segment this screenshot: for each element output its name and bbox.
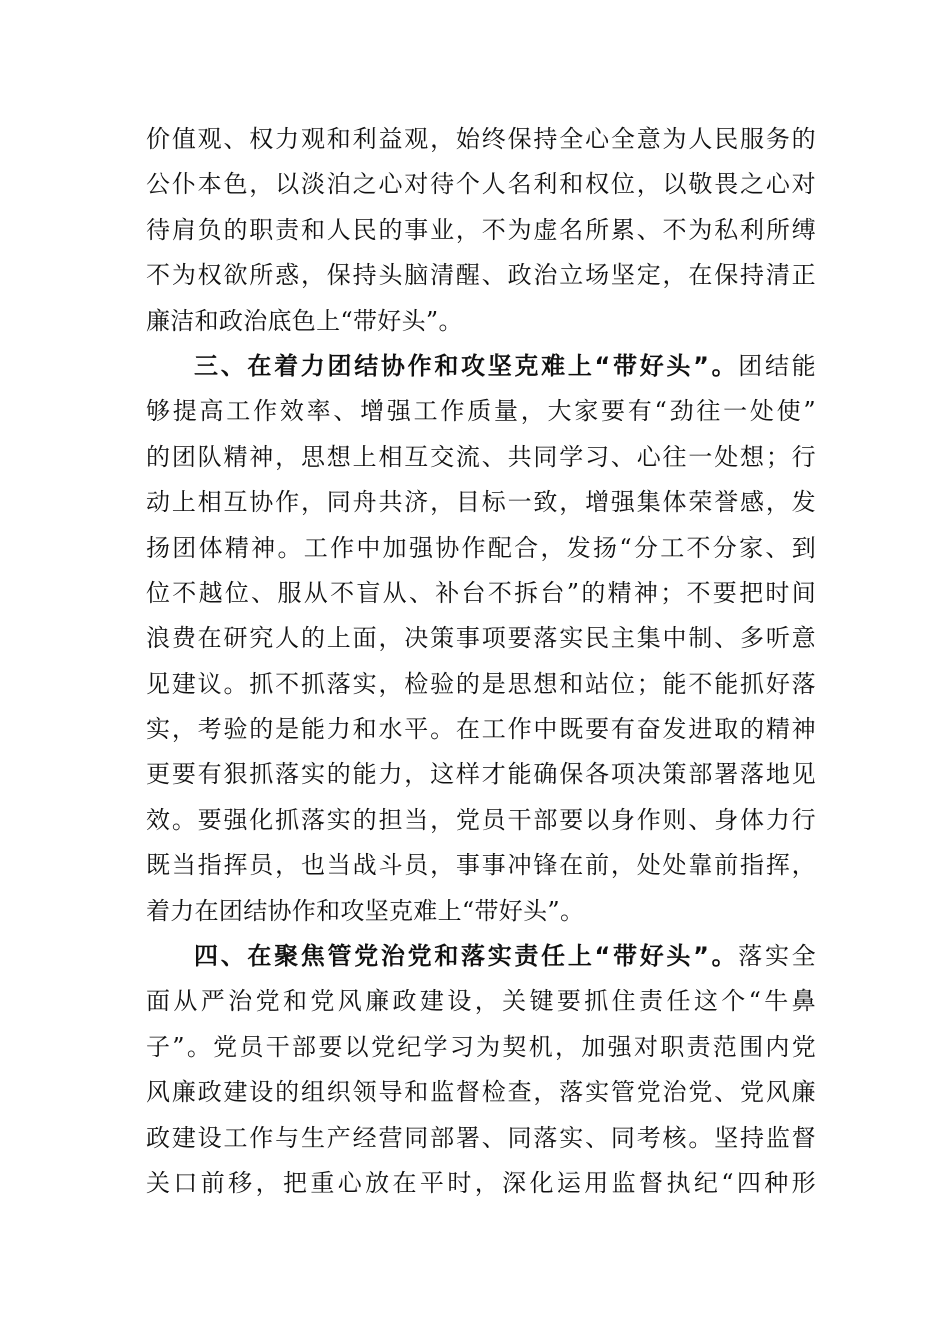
body-line: 政建设工作与生产经营同部署、同落实、同考核。坚持监督 — [146, 1123, 816, 1152]
paragraph-first-line — [146, 934, 816, 979]
body-line: 实，考验的是能力和水平。在工作中既要有奋发进取的精神 — [146, 715, 816, 744]
body-line: 廉洁和政治底色上“带好头”。 — [146, 306, 463, 335]
body-line: 风廉政建设的组织领导和监督检查，落实管党治党、党风廉 — [146, 1078, 816, 1107]
paragraph-first-line — [146, 344, 816, 389]
body-text: 落实全 — [738, 942, 816, 971]
body-line: 着力在团结协作和攻坚克难上“带好头”。 — [146, 896, 585, 925]
body-line: 位不越位、服从不盲从、补台不拆台”的精神；不要把时间 — [146, 578, 816, 607]
body-line: 够提高工作效率、增强工作质量，大家要有“劲往一处使” — [146, 397, 816, 426]
body-line: 扬团体精神。工作中加强协作配合，发扬“分工不分家、到 — [146, 533, 816, 562]
body-line: 效。要强化抓落实的担当，党员干部要以身作则、身体力行 — [146, 805, 816, 834]
body-line: 关口前移，把重心放在平时，深化运用监督执纪“四种形 — [146, 1168, 816, 1197]
body-line: 待肩负的职责和人民的事业，不为虚名所累、不为私利所缚 — [146, 215, 816, 244]
body-line: 既当指挥员，也当战斗员，事事冲锋在前，处处靠前指挥， — [146, 851, 816, 880]
body-line: 见建议。抓不抓落实，检验的是思想和站位；能不能抓好落 — [146, 669, 816, 698]
body-line: 子”。党员干部要以党纪学习为契机，加强对职责范围内党 — [146, 1032, 816, 1061]
body-line: 浪费在研究人的上面，决策事项要落实民主集中制、多听意 — [146, 624, 816, 653]
body-line: 更要有狠抓落实的能力，这样才能确保各项决策部署落地见 — [146, 760, 816, 789]
body-line: 不为权欲所惑，保持头脑清醒、政治立场坚定，在保持清正 — [146, 261, 816, 290]
body-line: 公仆本色，以淡泊之心对待个人名利和权位，以敬畏之心对 — [146, 170, 816, 199]
body-text: 团结能 — [738, 351, 816, 380]
body-line: 价值观、权力观和利益观，始终保持全心全意为人民服务的 — [146, 125, 816, 153]
document-body — [146, 117, 816, 1206]
body-line: 动上相互协作，同舟共济，目标一致，增强集体荣誉感，发 — [146, 488, 816, 517]
section-heading: 三、在着力团结协作和攻坚克难上“带好头”。 — [194, 351, 739, 380]
section-heading: 四、在聚焦管党治党和落实责任上“带好头”。 — [194, 942, 739, 971]
body-line: 的团队精神，思想上相互交流、共同学习、心往一处想；行 — [146, 442, 816, 471]
body-line: 面从严治党和党风廉政建设，关键要抓住责任这个“牛鼻 — [146, 987, 816, 1016]
